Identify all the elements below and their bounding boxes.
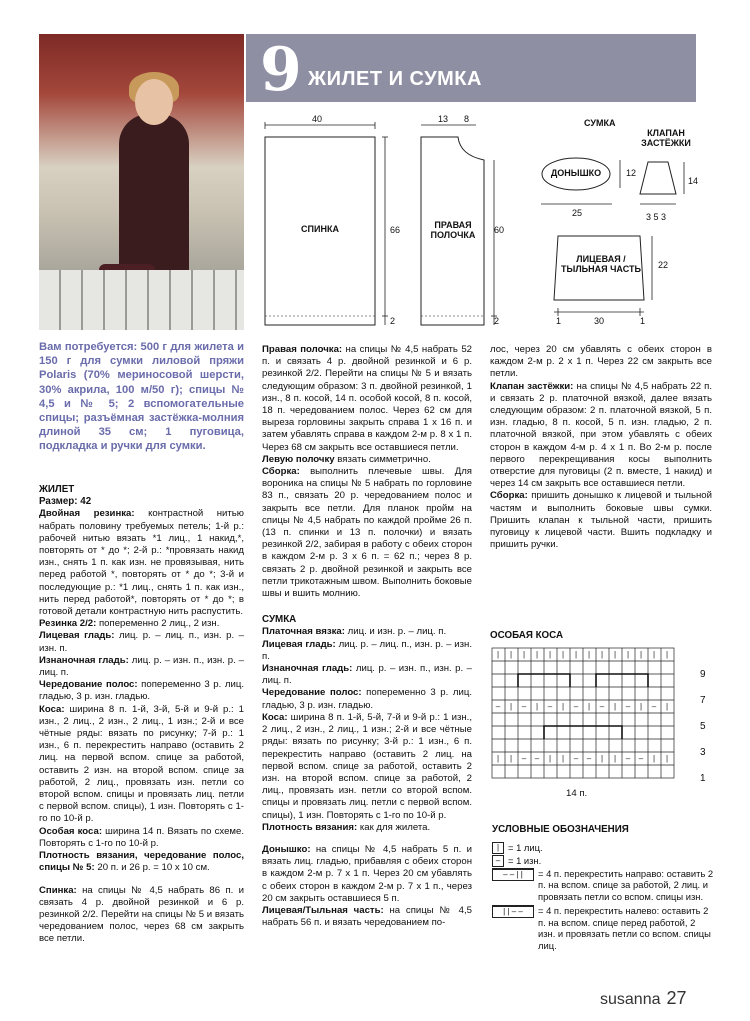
label: Платочная вязка: <box>262 626 345 638</box>
label: Клапан застёжки: <box>490 380 574 392</box>
para-double-rib <box>39 508 244 618</box>
svg-text:|: | <box>522 650 526 659</box>
bottom-width: 25 <box>572 208 583 218</box>
label: Изнаночная гладь: <box>262 663 353 675</box>
bag-front-line2: ТЫЛЬНАЯ ЧАСТЬ <box>561 264 641 274</box>
bottom-label: ДОНЫШКО <box>550 168 602 178</box>
bag-front-label <box>556 254 646 274</box>
purl-symbol-icon: – <box>492 855 504 867</box>
text: 20 п. и 26 р. = 10 х 10 см. <box>94 862 210 874</box>
label: Правая полочка: <box>262 344 343 355</box>
svg-text:|: | <box>561 702 565 711</box>
para-cable <box>39 704 244 826</box>
front-label-line1: ПРАВАЯ <box>434 220 472 230</box>
legend-text: = 4 п. перекрестить налево: оставить 2 п. на вспом. спице перед работой, 2 изн. и провязать петли со вспом. спицы лиц. <box>538 905 711 951</box>
back-height: 66 <box>390 225 401 235</box>
svg-text:|: | <box>561 754 565 763</box>
legend-text: = 1 изн. <box>508 854 542 866</box>
cross-left-symbol-icon: | | – – <box>492 905 534 918</box>
text: на спицы № 4,5 набрать 22 п. и связать 2 р. платочной вязкой, далее вязать следующим образом: 2 п. платочной вязкой, 5 п. изн. гладью, 8 п. косой, 5 п. изн. гладью, 2 п. платочной вязкой, при этом убавлять с обеих сторон в каждом 4-м р. 4 х 1 п. Во 2-м р. после первого перекрещивания косы выполнить отверстие для пуговицы (2 п. вместе, 1 накид) и через 14 см закрыть все оставшиеся петли. <box>490 380 712 490</box>
bag-front-line1: ЛИЦЕВАЯ / <box>576 254 626 264</box>
front-height: 60 <box>494 225 505 235</box>
svg-text:|: | <box>561 650 565 659</box>
text: на спицы № 4,5 набрать 86 п. и связать 4 р. двойной резинкой и 6 р. резинкой 2/2. Перейти на спицы № 5 и вязать чередованием полос, через 68 см закрыть все петли. <box>39 884 244 945</box>
label: Резинка 2/2: <box>39 618 97 630</box>
bag-heading: СУМКА <box>262 614 297 626</box>
pattern-title: ЖИЛЕТ И СУМКА <box>308 68 482 90</box>
svg-text:|: | <box>509 754 513 763</box>
text: лиц. р. – лиц. п., изн. р. – изн. п. <box>262 638 472 662</box>
label: Донышко: <box>262 843 311 855</box>
para-bag-assembly <box>490 490 712 551</box>
svg-text:|: | <box>496 754 500 763</box>
column-3 <box>490 344 712 551</box>
svg-text:|: | <box>587 650 591 659</box>
svg-text:|: | <box>652 754 656 763</box>
knit-symbol-icon: | <box>492 842 504 854</box>
svg-text:–: – <box>573 754 579 763</box>
svg-text:–: – <box>495 702 501 711</box>
column-2 <box>262 344 472 929</box>
svg-text:|: | <box>626 650 630 659</box>
back-width: 40 <box>312 114 323 124</box>
legend-item-cross-left <box>492 905 714 951</box>
para-bag-front <box>262 905 472 929</box>
chart-row-numbers <box>700 662 706 792</box>
flap-title <box>636 128 696 148</box>
legend <box>492 824 714 951</box>
legend-item-cross-right <box>492 868 714 903</box>
flap-title-line1: КЛАПАН <box>647 128 685 138</box>
vest-size: Размер: 42 <box>39 496 92 508</box>
flap-dims: 3 5 3 <box>646 212 667 222</box>
text: попеременно 3 р. лиц. гладью, 3 р. изн. гладью. <box>39 679 244 703</box>
legend-item-purl <box>492 855 714 867</box>
label: Плотность вязания: <box>262 821 358 833</box>
para-assembly <box>262 466 472 600</box>
materials-text: Вам потребуется: 500 г для жилета и 150 г для сумки лиловой пряжи Polaris (70% мериносовой шерсти, 30% акрила, 100 м/50 г); спицы № 4,5 и № 5; 2 вспомогательные спицы; разъёмная застёжка-молния длиной 35 см; 1 пуговица, подкладка и ручки для сумки. <box>39 341 244 453</box>
label: Коса: <box>39 703 65 715</box>
label: Сборка: <box>262 466 300 478</box>
chart-title: ОСОБАЯ КОСА <box>490 630 564 641</box>
para-left-front <box>262 454 472 466</box>
pattern-number: 9 <box>260 35 302 105</box>
floor <box>39 270 244 330</box>
page-number: 27 <box>666 988 687 1008</box>
flap-title-line2: ЗАСТЁЖКИ <box>641 138 691 148</box>
label: Чередование полос: <box>262 687 362 699</box>
back-label: СПИНКА <box>301 224 339 234</box>
para-bag-gauge <box>262 822 472 834</box>
svg-text:–: – <box>573 702 579 711</box>
svg-text:–: – <box>586 754 592 763</box>
text: контрастной нитью набрать половину требуемых петель; 1-й р.: рабочей нитью вязать *1 лиц., 1 накид,*, повторять от * до *; 2-й р.: *провязать накид изн., снять 1 п. как изн. не провязывая, нить перед работой *, повторять от * до *; 3-й и последующие р.: *1 лиц., снять 1 п. как изн., нить перед работой*, повторять от * до *; в готовой детали контрастную нить распустить. <box>39 508 244 618</box>
svg-text:–: – <box>547 702 553 711</box>
flap-height: 14 <box>688 176 699 186</box>
label: Левую полочку <box>262 453 335 465</box>
svg-text:–: – <box>625 702 631 711</box>
text: ширина 14 п. Вязать по схеме. Повторять с 1-го по 10-й р. <box>39 825 244 849</box>
text: на спицы № 4,5 набрать 56 п. и вязать чередованием по- <box>262 904 472 929</box>
svg-text:|: | <box>652 650 656 659</box>
row-number: 1 <box>700 773 706 784</box>
vest-heading: ЖИЛЕТ <box>39 484 75 495</box>
svg-text:|: | <box>613 754 617 763</box>
para-bag-stripes <box>262 687 472 711</box>
para-right-front <box>262 344 472 454</box>
row-number: 9 <box>700 669 706 680</box>
svg-text:–: – <box>521 702 527 711</box>
svg-text:|: | <box>613 650 617 659</box>
column-1 <box>39 484 244 946</box>
svg-text:–: – <box>599 702 605 711</box>
svg-text:|: | <box>509 650 513 659</box>
magazine-brand: susanna <box>600 991 661 1008</box>
row-number: 7 <box>700 695 706 706</box>
para-bag-cont: лос, через 20 см убавлять с обеих сторон в каждом 2-м р. 2 х 1 п. Через 22 см закрыть все петли. <box>490 344 712 380</box>
svg-text:|: | <box>600 754 604 763</box>
label: Двойная резинка: <box>39 508 135 520</box>
svg-text:|: | <box>639 650 643 659</box>
row-number: 3 <box>700 747 706 758</box>
svg-text:|: | <box>496 650 500 659</box>
svg-text:|: | <box>665 702 669 711</box>
legend-text: = 1 лиц. <box>508 841 543 853</box>
label: Лицевая/Тыльная часть: <box>262 904 384 916</box>
svg-text:|: | <box>639 702 643 711</box>
text: выполнить плечевые швы. Для вороника на спицы № 5 набрать по горловине 83 п., связать 20 р. чередованием полос и закрыть все петли. Для планок пройм на спицы № 4,5 набрать по каждой пройме 26 п. (13 п. спинки и 13 п. полочки) и вязать резинкой 2/2, забирая в работу с обеих сторон в каждом 2-м р. 3 х 6 п. = 62 п.; через 8 р. связать 2 р. двойной резинкой и закрыть все петли трикотажным швом. Выполнить боковые швы и вшить молнию. <box>262 466 472 600</box>
svg-text:|: | <box>548 754 552 763</box>
text: попеременно 2 лиц., 2 изн. <box>96 618 220 630</box>
svg-text:–: – <box>625 754 631 763</box>
model-photo <box>39 34 244 330</box>
svg-text:|: | <box>665 754 669 763</box>
para-gauge <box>39 850 244 874</box>
bag-front-dim-right: 1 <box>640 316 646 326</box>
text: пришить донышко к лицевой и тыльной частям и выполнить боковые швы сумки. Пришить клапан к тыльной части, пришить пуговицу к лицевой части. Вшить подкладку и пришить ручки. <box>490 490 712 551</box>
label: Особая коса: <box>39 825 103 837</box>
chart-stitches: 14 п. <box>566 788 588 799</box>
para-reverse <box>39 655 244 679</box>
label: Изнаночная гладь: <box>39 654 129 666</box>
para-garter <box>262 626 472 638</box>
para-stripes <box>39 679 244 703</box>
svg-text:–: – <box>521 754 527 763</box>
legend-text: = 4 п. перекрестить направо: оставить 2 п. на вспом. спице за работой, 2 лиц. и провязать петли со вспом. спицы изн. <box>538 867 714 902</box>
back-bottom: 2 <box>390 316 396 326</box>
para-bag-bottom <box>262 844 472 905</box>
svg-text:|: | <box>535 702 539 711</box>
front-top-left: 13 <box>438 114 449 124</box>
front-label-line2: ПОЛОЧКА <box>430 230 476 240</box>
label: Плотность вязания, чередование полос, спицы № 5: <box>39 850 244 874</box>
page-footer <box>600 988 687 1009</box>
text: как для жилета. <box>357 821 431 833</box>
text: лиц. и изн. р. – лиц. п. <box>344 626 447 638</box>
front-label <box>424 220 482 240</box>
para-bag-reverse <box>262 663 472 687</box>
svg-text:|: | <box>574 650 578 659</box>
text: лиц. р. – лиц. п., изн. р. – изн. п. <box>39 630 244 654</box>
front-bottom: 2 <box>494 316 500 326</box>
para-back <box>39 885 244 946</box>
row-number: 5 <box>700 721 706 732</box>
text: на спицы № 4,5 набрать 52 п. и связать 4 р. двойной резинкой и 6 р. резинкой 2/2. Перейти на спицы № 5 и вязать следующим образом: 3 п. двойной резинкой, 1 изн., 8 п. косой, 14 п. особой косой, 8 п. косой, 18 п. чередованием полос. Через 62 см для выреза горловины закрыть справа 1 х 16 п. и затем убавлять справа в каждом 2-м р. 8 х 1 п. Через 68 см закрыть все оставшиеся петли. <box>262 344 472 453</box>
svg-text:–: – <box>651 702 657 711</box>
text: вязать симметрично. <box>334 453 431 465</box>
label: Коса: <box>262 711 288 723</box>
svg-text:|: | <box>509 702 513 711</box>
model-face <box>135 79 173 125</box>
para-bag-cable <box>262 712 472 822</box>
label: Чередование полос: <box>39 679 138 691</box>
svg-text:|: | <box>665 650 669 659</box>
label: Лицевая гладь: <box>39 630 115 642</box>
svg-text:|: | <box>600 650 604 659</box>
bag-front-dim-left: 1 <box>556 316 562 326</box>
label: Сборка: <box>490 490 528 502</box>
legend-item-knit <box>492 842 714 854</box>
text: ширина 8 п. 1-й, 3-й, 5-й и 9-й р.: 1 изн., 2 лиц., 2 изн., 2 лиц., 1 изн.; 2-й и все чётные ряды: вязать по рисунку; 7-й р.: 1 изн., 6 п. перекрестить направо (оставить 2 лиц. на первой вспом. спице за работой, оставить 2 изн. на второй вспом. спице за работой, 2 лиц., провязать изн. петли со второй вспом. спицы и провязать лиц. петли с первой вспом. спицы), 1 изн. Повторять с 1-го по 10-й р. <box>39 703 244 825</box>
svg-text:–: – <box>534 754 540 763</box>
text: попеременно 3 р. лиц. гладью, 3 р. изн. гладью. <box>262 687 472 711</box>
svg-text:|: | <box>548 650 552 659</box>
svg-text:|: | <box>535 650 539 659</box>
text: лиц. р. – изн. п., изн. р. – лиц. п. <box>262 663 472 687</box>
svg-text:|: | <box>613 702 617 711</box>
label: Лицевая гладь: <box>262 638 336 650</box>
cross-right-symbol-icon: – – | | <box>492 868 534 881</box>
front-top-right: 8 <box>464 114 470 124</box>
para-rib-22 <box>39 618 244 630</box>
svg-text:|: | <box>587 702 591 711</box>
bag-front-dim-mid: 30 <box>594 316 605 326</box>
legend-title: УСЛОВНЫЕ ОБОЗНАЧЕНИЯ <box>492 824 629 835</box>
svg-text:–: – <box>638 754 644 763</box>
label: Спинка: <box>39 884 77 896</box>
bag-title: СУМКА <box>584 118 616 128</box>
para-special-cable <box>39 826 244 850</box>
text: лиц. р. – изн. п., изн. р. – лиц. п. <box>39 654 244 679</box>
text: на спицы № 4,5 набрать 5 п. и вязать лиц. гладью, прибавляя с обеих сторон в каждом 2-м р. 7 х 1 п. Через 20 см убавлять с обеих сторон в каждом 2-м р. 7 х 1 п., через 20 см закрыть оставшиеся 5 п. <box>262 843 472 904</box>
cable-chart <box>490 646 690 786</box>
para-stockinette <box>39 630 244 654</box>
para-flap <box>490 381 712 491</box>
bag-front-height: 22 <box>658 260 669 270</box>
bottom-height: 12 <box>626 168 637 178</box>
text: ширина 8 п. 1-й, 5-й, 7-й и 9-й р.: 1 изн., 2 лиц., 2 изн., 2 лиц., 1 изн.; 2-й и все чётные ряды: вязать по рисунку; 3-й р.: 1 изн., 6 п. перекрестить направо (оставить 2 лиц. на первой вспом. спице за работой, оставить 2 изн. на второй вспом. спице за работой, 2 лиц., провязать изн. петли со второй вспом. спицы и провязать лиц. петли с первой вспом. спицы), 1 изн. Повторять с 1-го по 10-й р. <box>262 711 472 821</box>
para-bag-stockinette <box>262 639 472 663</box>
